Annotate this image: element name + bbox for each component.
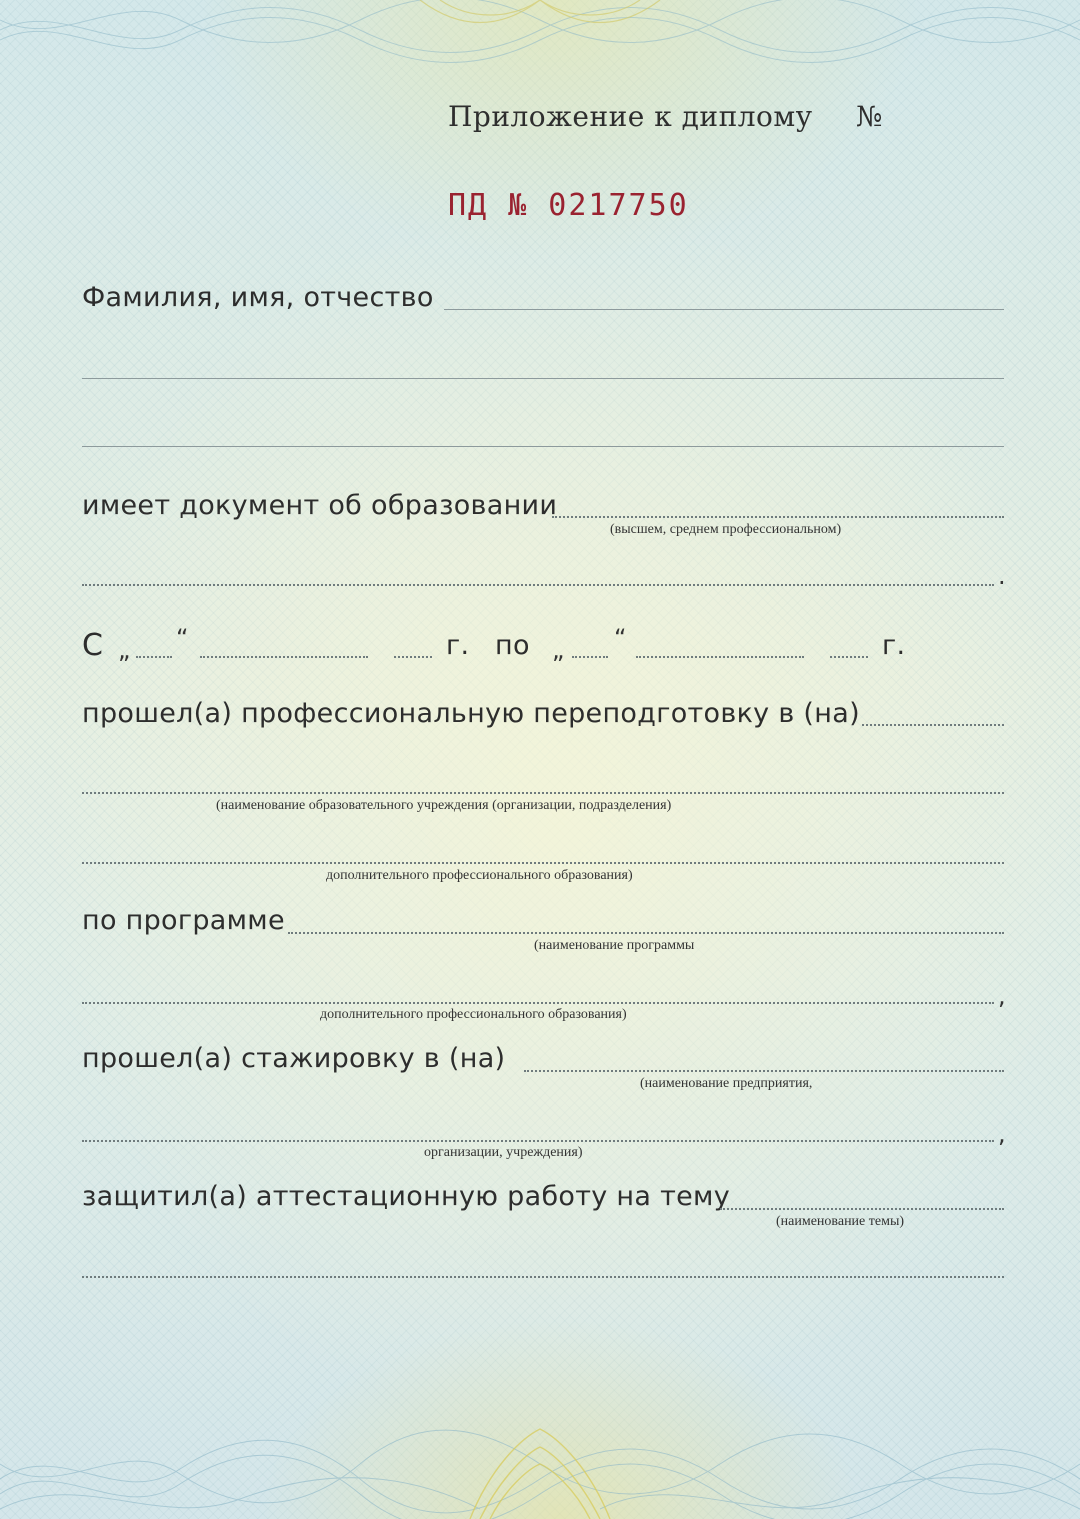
internship-hint-2: организации, учреждения) — [424, 1145, 583, 1160]
thesis-hint: (наименование темы) — [776, 1214, 905, 1229]
document-title: Приложение к диплому — [448, 100, 813, 133]
period-day-from — [136, 656, 172, 658]
serial-number: ПД № 0217750 — [448, 188, 689, 223]
thesis-dotted-line-1 — [720, 1208, 1004, 1210]
internship-dotted-line-2 — [82, 1140, 994, 1142]
program-label: по программе — [82, 905, 285, 936]
number-sign: № — [856, 100, 884, 133]
program-dotted-line-1 — [288, 932, 1004, 934]
education-label: имеет документ об образовании — [82, 490, 558, 521]
internship-dotted-line-1 — [524, 1070, 1004, 1072]
document-header — [448, 100, 883, 133]
education-period-mark: . — [998, 562, 1006, 590]
education-dotted-line — [552, 516, 1004, 518]
period-year-to — [830, 656, 868, 658]
period-year-label-1: г. — [446, 630, 470, 661]
institution-hint-2: дополнительного профессионального образования) — [326, 868, 633, 883]
internship-comma-mark: , — [998, 1120, 1006, 1148]
period-year-from — [394, 656, 432, 658]
education-dotted-line-2 — [82, 584, 994, 586]
program-hint-2: дополнительного профессионального образования) — [320, 1007, 627, 1022]
period-year-label-2: г. — [882, 630, 906, 661]
period-month-from — [200, 656, 368, 658]
period-close-quote-2: “ — [614, 624, 627, 652]
program-hint-1: (наименование программы — [534, 938, 695, 953]
period-month-to — [636, 656, 804, 658]
program-comma-mark: , — [998, 982, 1006, 1010]
retraining-dotted-line — [862, 724, 1004, 726]
thesis-dotted-line-2 — [82, 1276, 1004, 1278]
institution-dotted-line-1 — [82, 792, 1004, 794]
period-open-quote-2: „ — [552, 636, 565, 664]
program-dotted-line-2 — [82, 1002, 994, 1004]
fio-label: Фамилия, имя, отчество — [82, 282, 434, 313]
period-to: по — [495, 630, 530, 661]
thesis-label: защитил(а) аттестационную работу на тему — [82, 1181, 730, 1212]
period-day-to — [572, 656, 608, 658]
fio-line-2 — [82, 378, 1004, 379]
internship-label: прошел(а) стажировку в (на) — [82, 1043, 506, 1074]
fio-line-3 — [82, 446, 1004, 447]
period-open-quote-1: „ — [118, 636, 131, 664]
fio-line-1 — [444, 309, 1004, 310]
institution-dotted-line-2 — [82, 862, 1004, 864]
education-hint: (высшем, среднем профессиональном) — [610, 522, 842, 537]
internship-hint-1: (наименование предприятия, — [640, 1076, 813, 1091]
institution-hint-1: (наименование образовательного учреждения (организации, подразделения) — [216, 798, 672, 813]
period-from: С — [82, 628, 104, 663]
period-close-quote-1: “ — [176, 624, 189, 652]
retraining-label: прошел(а) профессиональную переподготовку в (на) — [82, 698, 860, 729]
